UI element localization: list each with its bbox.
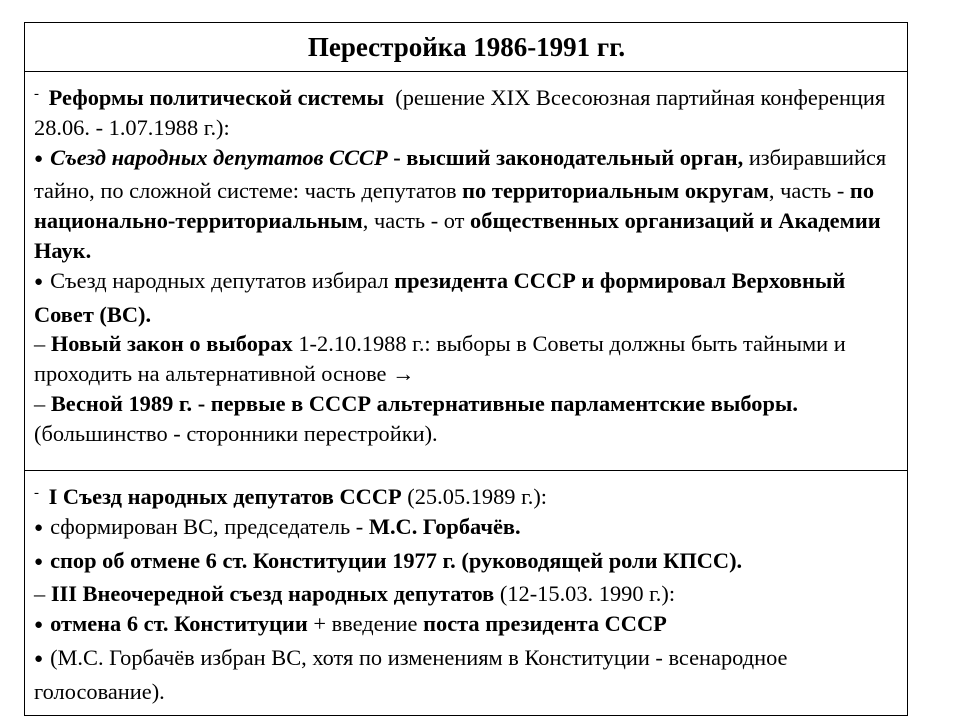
page-title: Перестройка 1986-1991 гг. — [25, 23, 908, 72]
third-congress-term: III Внеочередной съезд народных депутатов — [50, 581, 495, 607]
dash-icon: – — [34, 581, 46, 607]
section-2-heading-paragraph — [34, 479, 899, 512]
section-2-heading-note: (25.05.1989 г.): — [407, 484, 548, 509]
public-organizations: общественных организаций и Академии Наук. — [34, 208, 881, 263]
introduction-text: + введение — [313, 611, 418, 637]
congress-elected-text: Съезд народных депутатов избирал — [50, 267, 389, 293]
bullet-icon: ● — [34, 553, 44, 570]
supreme-soviet-text: сформирован ВС, председатель - — [50, 513, 364, 539]
content-table — [24, 22, 908, 716]
congress-definition: - высший законодательный орган, — [393, 144, 744, 170]
section-1-heading-paragraph — [34, 80, 899, 143]
congress-term: Съезд народных депутатов СССР — [50, 144, 388, 170]
president-post: поста президента СССР — [423, 611, 667, 637]
bullet-icon: ● — [34, 273, 44, 290]
third-congress-paragraph — [34, 579, 899, 609]
article-6-dispute-paragraph — [34, 546, 899, 580]
dash-marker: - — [34, 86, 39, 102]
section-political-reforms — [25, 72, 908, 471]
gorbachev-elected-text: (М.С. Горбачёв избран ВС, хотя по изменениям в Конституции - всенародное голосование). — [34, 644, 788, 704]
dash-icon: – — [34, 390, 46, 416]
gorbachev-name: М.С. Горбачёв. — [368, 513, 521, 539]
election-law-text: 1-2.10.1988 г.: выборы в Советы должны быть тайными и проходить на альтернативной основе → — [34, 331, 846, 387]
third-congress-dates: (12-15.03. 1990 г.): — [499, 581, 676, 607]
dash-marker: - — [34, 485, 39, 501]
supreme-soviet-paragraph — [34, 512, 899, 546]
bullet-icon: ● — [34, 617, 44, 634]
article-6-dispute: спор об отмене 6 ст. Конституции 1977 г. (руководящей роли КПСС). — [50, 547, 743, 573]
section-2-cell — [25, 471, 908, 716]
title-row — [25, 23, 908, 72]
section-1-heading-note: (решение XIX Всесоюзная партийная конференция 28.06. - 1.07.1988 г.): — [34, 85, 886, 140]
congress-paragraph — [34, 143, 899, 266]
bullet-icon: ● — [34, 519, 44, 536]
president-paragraph — [34, 266, 899, 330]
dash-icon: – — [34, 331, 46, 357]
election-law-term: Новый закон о выборах — [50, 331, 293, 357]
elections-1989-term: Весной 1989 г. - первые в СССР альтернативные парламентские выборы. — [50, 390, 798, 416]
territorial-districts: по территориальным округам — [462, 178, 769, 204]
article-6-repeal: отмена 6 ст. Конституции — [50, 611, 308, 637]
elections-1989-paragraph — [34, 389, 899, 449]
gorbachev-elected-paragraph — [34, 643, 899, 707]
text-part-from: , часть - от — [362, 208, 465, 234]
section-1-cell — [25, 72, 908, 471]
election-text: избиравшийся тайно, по сложной системе: часть депутатов — [34, 144, 887, 204]
section-1-heading: Реформы политической системы — [48, 85, 385, 110]
article-6-repeal-paragraph — [34, 609, 899, 643]
national-territorial: по национально-территориальным — [34, 178, 875, 234]
bullet-icon: ● — [34, 650, 44, 667]
elections-1989-note: (большинство - сторонники перестройки). — [34, 420, 438, 446]
text-part: , часть - — [768, 178, 845, 204]
section-first-congress — [25, 471, 908, 716]
bullet-icon: ● — [34, 150, 44, 167]
election-law-paragraph — [34, 329, 899, 389]
section-2-heading: I Съезд народных депутатов СССР — [48, 484, 402, 509]
president-supreme-soviet: президента СССР и формировал Верховный Совет (ВС). — [34, 267, 846, 327]
